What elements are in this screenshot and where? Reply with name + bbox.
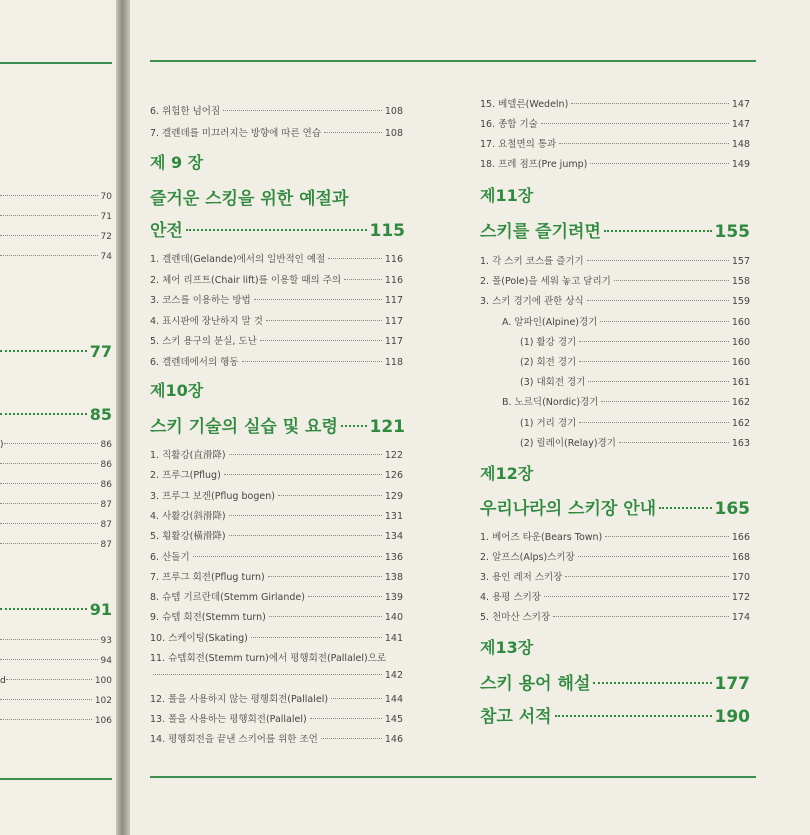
leader-dots <box>229 454 382 455</box>
leader-dots <box>223 110 382 111</box>
references-title: 참고 서적 <box>480 707 552 727</box>
leader-dots <box>614 280 729 281</box>
chapter-9-title-2: 안전 <box>150 221 183 241</box>
toc-entry-title: 3. 스키 경기에 관한 상식 <box>480 296 584 308</box>
toc-entry-fragment <box>0 342 112 361</box>
toc-entry-page: 126 <box>384 470 403 482</box>
toc-entry <box>150 354 403 368</box>
chapter-9-page: 115 <box>369 221 405 241</box>
toc-entry-fragment <box>0 212 112 222</box>
leader-dots <box>341 425 367 427</box>
chapter-10-title: 스키 기술의 실습 및 요령 <box>150 417 338 437</box>
toc-entry-title: 4. 사활강(斜滑降) <box>150 510 226 522</box>
chapter-13-title: 스키 용어 해설 <box>480 674 591 694</box>
toc-entry-page: 140 <box>384 612 403 624</box>
toc-entry-title: 2. 체어 리프트(Chair lift)를 이용할 때의 주의 <box>150 274 342 286</box>
leader-dots <box>331 698 382 699</box>
toc-entry-page: 144 <box>384 693 403 705</box>
toc-entry-page: 160 <box>731 357 750 368</box>
toc-entry-title: 2. 프루그(Pflug) <box>150 470 221 482</box>
leader-dots <box>229 515 382 516</box>
toc-entry <box>480 156 750 170</box>
toc-entry <box>150 125 403 139</box>
toc-entry-page: 166 <box>731 532 750 543</box>
toc-entry-page: 131 <box>384 510 403 522</box>
toc-entry-page: 147 <box>731 99 750 110</box>
leader-dots <box>254 299 382 300</box>
toc-entry-page: 86 <box>100 480 112 490</box>
toc-entry-page: 87 <box>100 540 112 550</box>
toc-entry-page: 163 <box>731 437 750 449</box>
toc-entry-title: 9. 슈템 회전(Stemm turn) <box>150 612 266 624</box>
toc-entry-title: 1. 겔렌데(Gelande)에서의 일반적인 예절 <box>150 254 326 265</box>
toc-entry-title: 10. 스케이팅(Skating) <box>150 632 248 644</box>
chapter-10-label: 제10장 <box>150 381 204 400</box>
leader-dots <box>590 163 729 164</box>
toc-entry-page: 160 <box>731 336 750 348</box>
leader-dots <box>579 422 729 423</box>
toc-entry-fragment <box>0 440 112 450</box>
toc-entry-title: ) <box>0 440 4 450</box>
chapter-12-title: 우리나라의 스키장 안내 <box>480 499 657 519</box>
leader-dots <box>193 556 382 557</box>
toc-entry <box>520 354 750 368</box>
toc-entry <box>480 589 750 603</box>
top-rule <box>0 62 112 64</box>
toc-entry-title: (3) 대회전 경기 <box>520 377 586 389</box>
toc-entry <box>520 334 750 348</box>
bottom-rule <box>150 776 756 778</box>
toc-entry <box>480 529 750 543</box>
toc-entry-page: 108 <box>384 128 403 139</box>
leader-dots <box>544 596 729 597</box>
toc-entry-fragment <box>0 656 112 666</box>
toc-entry <box>150 103 403 117</box>
chapter-11-entry <box>480 217 750 242</box>
toc-entry <box>502 394 750 408</box>
leader-dots <box>600 321 729 322</box>
leader-dots <box>242 361 382 362</box>
toc-entry <box>480 136 750 150</box>
toc-entry <box>480 609 750 623</box>
toc-entry-title: 4. 용평 스키장 <box>480 592 541 603</box>
toc-entry-title: 8. 슈템 기르란데(Stemm Girlande) <box>150 592 305 604</box>
leader-dots <box>588 381 728 382</box>
leader-dots <box>308 596 382 597</box>
toc-entry-page: 160 <box>731 316 750 328</box>
toc-entry-page: 87 <box>100 500 112 510</box>
toc-entry-fragment <box>0 460 112 470</box>
leader-dots <box>619 442 729 443</box>
toc-entry <box>150 447 403 461</box>
leader-dots <box>605 536 729 537</box>
toc-entry-page: 87 <box>100 520 112 530</box>
leader-dots <box>601 401 728 402</box>
toc-entry-title: 3. 프루그 보겐(Pflug bogen) <box>150 490 275 502</box>
toc-entry-page: 146 <box>384 734 403 746</box>
leader-dots <box>565 576 728 577</box>
toc-entry <box>150 528 403 542</box>
toc-entry-page: 70 <box>100 192 112 202</box>
leader-dots <box>278 495 382 496</box>
toc-entry-page: 71 <box>100 212 112 222</box>
toc-entry-page: 158 <box>731 276 750 288</box>
toc-entry-page: 147 <box>731 119 750 130</box>
toc-entry <box>150 609 403 623</box>
toc-entry-title: 3. 코스를 이용하는 방법 <box>150 295 251 306</box>
toc-entry <box>150 467 403 481</box>
leader-dots <box>0 503 98 504</box>
toc-entry-page: 162 <box>731 417 750 429</box>
toc-entry-title: (1) 활강 경기 <box>520 336 577 348</box>
toc-entry-fragment <box>0 540 112 550</box>
leader-dots <box>269 616 382 617</box>
toc-entry <box>150 251 403 265</box>
toc-entry <box>150 589 403 603</box>
toc-entry-title: 2. 알프스(Alps)스키장 <box>480 552 575 563</box>
toc-entry-fragment <box>0 232 112 242</box>
toc-entry-page: 117 <box>384 336 403 347</box>
toc-entry-fragment <box>0 405 112 424</box>
chapter-13-entry <box>480 669 750 694</box>
leader-dots <box>321 738 382 739</box>
toc-entry <box>502 314 750 328</box>
toc-entry <box>150 292 403 306</box>
chapter-12-entry <box>480 494 750 519</box>
toc-entry-title: d <box>0 676 6 686</box>
leader-dots <box>0 195 98 196</box>
toc-entry <box>520 374 750 388</box>
toc-entry-fragment <box>0 480 112 490</box>
toc-entry-fragment <box>0 520 112 530</box>
toc-entry-page: 148 <box>731 139 750 150</box>
toc-entry-page: 162 <box>731 397 750 409</box>
toc-entry <box>150 630 403 644</box>
leader-dots <box>0 413 87 415</box>
chapter-12-label: 제12장 <box>480 464 534 483</box>
leader-dots <box>266 320 382 321</box>
toc-entry-fragment <box>0 600 112 619</box>
toc-entry-page: 106 <box>94 716 112 726</box>
leader-dots <box>579 361 729 362</box>
leader-dots <box>324 132 382 133</box>
toc-entry <box>480 273 750 287</box>
bottom-rule <box>0 778 112 780</box>
toc-entry-fragment <box>0 676 112 686</box>
chapter-11-title: 스키를 즐기려면 <box>480 222 601 242</box>
toc-entry-title: 6. 겔렌데에서의 행동 <box>150 356 239 368</box>
toc-entry-page: 142 <box>384 670 403 682</box>
toc-entry <box>480 549 750 563</box>
toc-entry <box>520 435 750 449</box>
toc-entry <box>480 569 750 583</box>
toc-entry <box>150 711 403 725</box>
toc-entry-title: 15. 베델른(Wedeln) <box>480 99 569 110</box>
toc-entry <box>150 272 403 286</box>
toc-entry-page: 108 <box>384 106 403 117</box>
leader-dots <box>153 674 382 675</box>
toc-entry-page: 93 <box>100 636 112 646</box>
chapter-9-title: 즐거운 스킹을 위한 예절과 <box>150 189 349 209</box>
toc-entry <box>150 313 403 327</box>
toc-entry-page: 74 <box>100 252 112 262</box>
toc-entry-page: 85 <box>89 405 112 424</box>
toc-entry <box>480 116 750 130</box>
toc-entry-title: 2. 폴(Pole)을 세워 놓고 달리기 <box>480 276 611 288</box>
book-spine <box>116 0 130 835</box>
toc-entry-page: 117 <box>384 295 403 306</box>
toc-entry-fragment <box>0 696 112 706</box>
toc-entry-page: 122 <box>384 450 403 461</box>
toc-entry-fragment <box>0 500 112 510</box>
top-rule <box>150 60 756 62</box>
toc-entry-page: 149 <box>731 159 750 170</box>
leader-dots <box>0 235 98 236</box>
toc-entry-page: 129 <box>384 490 403 502</box>
toc-entry <box>150 650 403 664</box>
toc-entry <box>150 549 403 563</box>
left-page <box>0 0 116 835</box>
leader-dots <box>0 639 98 640</box>
leader-dots <box>579 341 729 342</box>
chapter-9-label: 제 9 장 <box>150 153 204 172</box>
toc-entry-title: (2) 릴레이(Relay)경기 <box>520 437 616 449</box>
leader-dots <box>229 535 382 536</box>
toc-entry <box>150 569 403 583</box>
leader-dots <box>553 616 729 617</box>
toc-entry-page: 86 <box>100 440 112 450</box>
leader-dots <box>268 576 382 577</box>
chapter-13-page: 177 <box>714 674 750 694</box>
toc-entry <box>520 415 750 429</box>
leader-dots <box>555 715 712 717</box>
references-entry <box>480 702 750 727</box>
toc-entry-page: 86 <box>100 460 112 470</box>
toc-entry-title: 5. 천마산 스키장 <box>480 612 551 623</box>
toc-entry-title: A. 알파인(Alpine)경기 <box>502 316 598 328</box>
toc-entry-page: 159 <box>731 296 750 308</box>
leader-dots <box>0 215 98 216</box>
toc-entry-fragment <box>0 192 112 202</box>
toc-entry <box>150 691 403 705</box>
toc-entry-page: 136 <box>384 551 403 563</box>
toc-entry-title: 5. 스키 용구의 분실, 도난 <box>150 336 257 347</box>
toc-entry-title: 4. 표시판에 장난하지 말 것 <box>150 315 263 327</box>
leader-dots <box>659 507 711 509</box>
leader-dots <box>224 474 382 475</box>
toc-entry-page: 174 <box>731 612 750 623</box>
chapter-10-entry <box>150 412 405 437</box>
toc-entry-page: 72 <box>100 232 112 242</box>
toc-entry-fragment <box>0 252 112 262</box>
toc-entry <box>150 333 403 347</box>
toc-entry-title: (1) 거리 경기 <box>520 417 577 429</box>
toc-entry-page: 116 <box>384 274 403 286</box>
leader-dots <box>6 679 92 680</box>
leader-dots <box>587 260 729 261</box>
toc-entry-page: 100 <box>94 676 112 686</box>
toc-entry-title: 17. 요철면의 통과 <box>480 139 557 150</box>
toc-entry-page: 134 <box>384 531 403 543</box>
leader-dots <box>578 556 729 557</box>
chapter-12-page: 165 <box>714 499 750 519</box>
toc-entry-page: 172 <box>731 592 750 603</box>
toc-entry <box>480 96 750 110</box>
toc-entry-page: 161 <box>731 377 750 389</box>
leader-dots <box>186 229 367 231</box>
toc-entry-page: 168 <box>731 552 750 563</box>
toc-entry-page: 117 <box>384 315 403 327</box>
chapter-11-label: 제11장 <box>480 186 534 205</box>
toc-entry-title: 1. 직활강(直滑降) <box>150 450 226 461</box>
right-page <box>130 0 810 835</box>
leader-dots <box>251 637 382 638</box>
toc-entry-title: 1. 베어즈 타운(Bears Town) <box>480 532 603 543</box>
leader-dots <box>0 255 98 256</box>
chapter-10-page: 121 <box>369 417 405 437</box>
toc-entry <box>150 508 403 522</box>
chapter-9-entry <box>150 216 405 241</box>
leader-dots <box>310 718 382 719</box>
chapter-13-label: 제13장 <box>480 638 534 657</box>
leader-dots <box>587 300 729 301</box>
toc-entry-page: 94 <box>100 656 112 666</box>
leader-dots <box>4 443 98 444</box>
leader-dots <box>571 103 729 104</box>
toc-entry <box>150 670 403 681</box>
leader-dots <box>604 230 712 232</box>
toc-entry-title: 13. 폴을 사용하는 평행회전(Pallalel) <box>150 713 307 725</box>
leader-dots <box>0 350 87 352</box>
toc-entry-fragment <box>0 636 112 646</box>
toc-entry-title: 6. 산돌기 <box>150 551 190 563</box>
toc-entry-page: 139 <box>384 592 403 604</box>
toc-entry-page: 170 <box>731 572 750 583</box>
toc-entry-page: 118 <box>384 356 403 368</box>
toc-entry-fragment <box>0 716 112 726</box>
toc-entry-title: 3. 용인 레저 스키장 <box>480 572 563 583</box>
toc-entry-page: 145 <box>384 713 403 725</box>
toc-entry-page: 91 <box>89 600 112 619</box>
toc-entry <box>480 253 750 267</box>
toc-entry-title: B. 노르딕(Nordic)경기 <box>502 397 599 409</box>
toc-entry-title: 5. 횡활강(橫滑降) <box>150 531 226 543</box>
leader-dots <box>0 523 98 524</box>
toc-entry-title: 12. 폴을 사용하지 않는 평행회전(Pallalel) <box>150 693 329 705</box>
toc-entry-title: 11. 슈템회전(Stemm turn)에서 평행회전(Pallalel)으로 <box>150 653 387 664</box>
toc-entry-title: 14. 평행회전을 끝낸 스키어를 위한 조언 <box>150 734 318 746</box>
toc-entry-page: 138 <box>384 571 403 583</box>
toc-entry-page: 77 <box>89 342 112 361</box>
toc-entry-title: 7. 겔렌데를 미끄러지는 방향에 따른 연습 <box>150 128 321 139</box>
leader-dots <box>0 719 92 720</box>
toc-entry <box>480 293 750 307</box>
references-page: 190 <box>714 707 750 727</box>
leader-dots <box>0 608 87 610</box>
leader-dots <box>541 123 729 124</box>
toc-entry <box>150 731 403 745</box>
leader-dots <box>260 340 382 341</box>
toc-entry-title: (2) 회전 경기 <box>520 357 577 368</box>
leader-dots <box>328 258 382 259</box>
leader-dots <box>0 543 98 544</box>
toc-entry-page: 102 <box>94 696 112 706</box>
toc-entry-page: 116 <box>384 254 403 265</box>
leader-dots <box>559 143 729 144</box>
chapter-11-page: 155 <box>714 222 750 242</box>
toc-entry-title: 18. 프레 점프(Pre jump) <box>480 159 588 170</box>
toc-entry-title: 6. 위험한 넘어짐 <box>150 106 221 117</box>
toc-entry-title: 7. 프루그 회전(Pflug turn) <box>150 571 265 583</box>
leader-dots <box>0 699 92 700</box>
leader-dots <box>0 463 98 464</box>
toc-entry <box>150 488 403 502</box>
leader-dots <box>593 682 711 684</box>
toc-entry-page: 157 <box>731 256 750 267</box>
leader-dots <box>344 279 382 280</box>
toc-entry-title: 16. 종합 기술 <box>480 119 538 130</box>
toc-entry-page: 141 <box>384 632 403 644</box>
leader-dots <box>0 659 98 660</box>
leader-dots <box>0 483 98 484</box>
toc-entry-title: 1. 각 스키 코스를 즐기기 <box>480 256 584 267</box>
